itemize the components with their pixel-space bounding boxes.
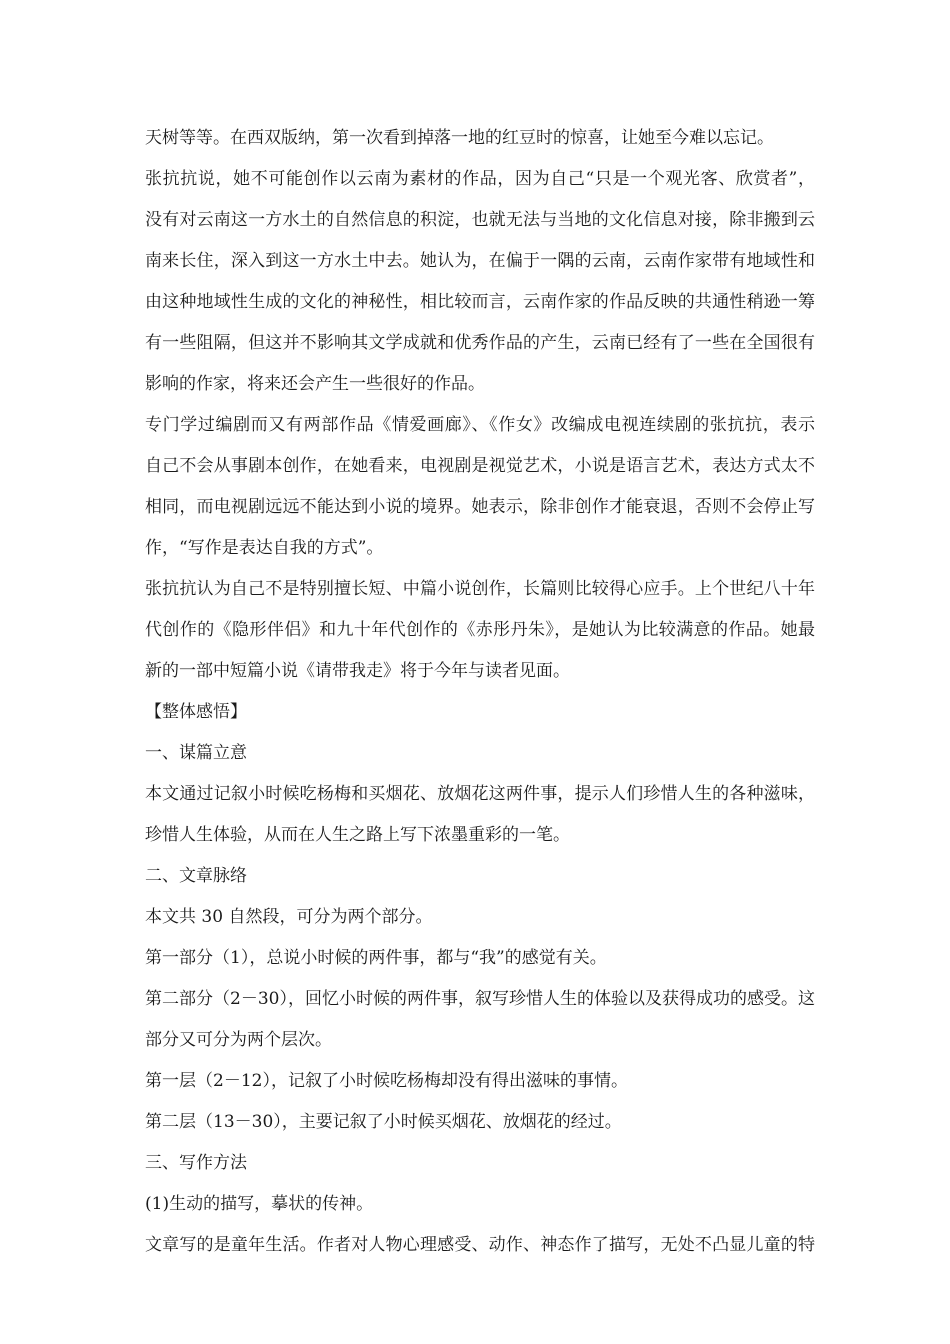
text-line: 由这种地域性生成的文化的神秘性，相比较而言，云南作家的作品反映的共通性稍逊一筹 [145, 292, 815, 312]
text-line: 南来长住，深入到这一方水土中去。她认为，在偏于一隅的云南，云南作家带有地域性和 [145, 251, 815, 271]
text-line: 文章写的是童年生活。作者对人物心理感受、动作、神态作了描写，无处不凸显儿童的特 [145, 1235, 815, 1255]
text-line: 作，“写作是表达自我的方式”。 [145, 538, 384, 558]
text-line: 影响的作家，将来还会产生一些很好的作品。 [145, 374, 485, 394]
text-line: 第一部分（1），总说小时候的两件事，都与“我”的感觉有关。 [145, 948, 607, 968]
text-line: 没有对云南这一方水土的自然信息的积淀，也就无法与当地的文化信息对接，除非搬到云 [145, 210, 815, 230]
text-line: 自己不会从事剧本创作，在她看来，电视剧是视觉艺术，小说是语言艺术，表达方式太不 [145, 456, 815, 476]
text-line: 相同，而电视剧远远不能达到小说的境界。她表示，除非创作才能衰退，否则不会停止写 [145, 497, 815, 517]
section-heading: 【整体感悟】 [145, 702, 247, 722]
section-heading: 一、谋篇立意 [145, 743, 247, 763]
text-line: 本文通过记叙小时候吃杨梅和买烟花、放烟花这两件事，提示人们珍惜人生的各种滋味， [145, 784, 815, 804]
text-line: 本文共 30 自然段，可分为两个部分。 [145, 907, 433, 927]
text-line: 第一层（2－12），记叙了小时候吃杨梅却没有得出滋味的事情。 [145, 1071, 628, 1091]
text-line: 天树等等。在西双版纳，第一次看到掉落一地的红豆时的惊喜，让她至今难以忘记。 [145, 128, 774, 148]
text-line: 第二部分（2－30），回忆小时候的两件事，叙写珍惜人生的体验以及获得成功的感受。这 [145, 989, 815, 1009]
section-heading: 二、文章脉络 [145, 866, 247, 886]
text-line: 张抗抗认为自己不是特别擅长短、中篇小说创作，长篇则比较得心应手。上个世纪八十年 [145, 579, 815, 599]
section-heading: 三、写作方法 [145, 1153, 247, 1173]
text-line: 新的一部中短篇小说《请带我走》将于今年与读者见面。 [145, 661, 570, 681]
text-line: 代创作的《隐形伴侣》和九十年代创作的《赤彤丹朱》，是她认为比较满意的作品。她最 [145, 620, 815, 640]
text-line: (1)生动的描写，摹状的传神。 [145, 1194, 374, 1214]
text-line: 专门学过编剧而又有两部作品《情爱画廊》、《作女》改编成电视连续剧的张抗抗，表示 [145, 415, 815, 435]
text-line: 有一些阻隔，但这并不影响其文学成就和优秀作品的产生，云南已经有了一些在全国很有 [145, 333, 815, 353]
text-line: 第二层（13－30），主要记叙了小时候买烟花、放烟花的经过。 [145, 1112, 622, 1132]
text-line: 张抗抗说，她不可能创作以云南为素材的作品，因为自己“只是一个观光客、欣赏者”， [145, 169, 815, 189]
text-line: 部分又可分为两个层次。 [145, 1030, 332, 1050]
text-line: 珍惜人生体验，从而在人生之路上写下浓墨重彩的一笔。 [145, 825, 570, 845]
